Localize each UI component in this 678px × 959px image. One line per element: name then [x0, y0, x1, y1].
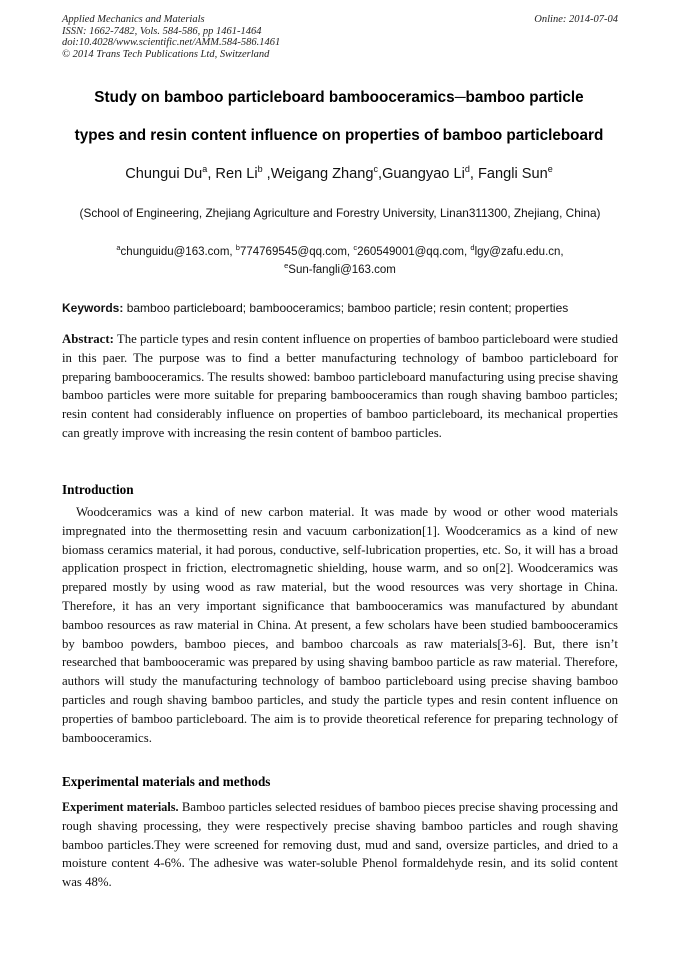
- journal-name: Applied Mechanics and Materials: [62, 14, 205, 25]
- author-name: Ren Li: [215, 166, 258, 182]
- introduction-heading: Introduction: [62, 482, 134, 497]
- email-separator: ,: [560, 246, 564, 258]
- email-separator: ,: [346, 246, 354, 258]
- author-name: Chungui Du: [125, 166, 203, 182]
- email-address: lgy@zafu.edu.cn: [474, 246, 561, 258]
- author-separator: ,: [262, 166, 271, 182]
- email-separator: ,: [229, 246, 236, 258]
- author-affiliation-mark: e: [547, 164, 553, 174]
- copyright-line: © 2014 Trans Tech Publications Ltd, Switzerland: [62, 48, 270, 60]
- paper-title-line-2: types and resin content influence on properties of bamboo particleboard: [74, 127, 604, 144]
- experiment-materials-label: Experiment materials.: [62, 800, 179, 814]
- author-affiliation-mark: a: [202, 164, 208, 174]
- keywords-text: bamboo particleboard; bambooceramics; bamboo particle; resin content; properties: [123, 301, 569, 315]
- author-name: Fangli Sun: [477, 166, 548, 182]
- abstract: [62, 330, 618, 443]
- abstract-label: Abstract:: [62, 332, 114, 346]
- experiment-materials: [62, 798, 618, 892]
- author-affiliation-mark: d: [464, 164, 470, 174]
- author-list: [40, 166, 638, 182]
- email-address: Sun-fangli@163.com: [288, 264, 396, 276]
- doi-line: doi:10.4028/www.scientific.net/AMM.584-586.1461: [62, 37, 281, 48]
- email-mark: c: [353, 243, 358, 252]
- author-separator: ,: [378, 166, 383, 182]
- author-separator: ,: [207, 166, 216, 182]
- keywords-label: Keywords:: [62, 301, 124, 315]
- email-address: 774769545@qq.com: [239, 246, 347, 258]
- methods-heading: Experimental materials and methods: [62, 774, 271, 789]
- paper-title-line-1: Study on bamboo particleboard bambooceramics─bamboo particle: [94, 89, 584, 106]
- author-affiliation-mark: b: [257, 164, 263, 174]
- email-separator: ,: [464, 246, 471, 258]
- abstract-text: The particle types and resin content influence on properties of bamboo particleboard were studied in this paer. The purpose was to find a better manufacturing technology of bamboo particleboard for preparing bambooceramics. The results showed: bamboo particleboard manufacturing using precise shaving bamboo particles were more suitable for preparing bambooceramics than rough shaving bamboo particles; resin content had considerably influence on properties of bamboo particleboard, its mechanical properties can greatly improve with increasing the resin content of bamboo particles.: [62, 332, 618, 440]
- email-mark: d: [470, 243, 475, 252]
- author-name: Guangyao Li: [382, 166, 465, 182]
- email-address: chunguidu@163.com: [120, 246, 230, 258]
- author-emails: [62, 243, 618, 279]
- keywords: [62, 301, 618, 315]
- email-mark: b: [235, 243, 240, 252]
- experiment-materials-text: Bamboo particles selected residues of bamboo pieces precise shaving processing and rough shaving processing, they were respectively precise shaving bamboo particles and rough shaving bamboo particles.They were screened for removing dust, mud and sand, oversize particles, and dried to a moisture content 4-6%. The adhesive was water-soluble Phenol formaldehyde resin, and its solid content was 48%.: [62, 800, 619, 890]
- email-mark: a: [116, 243, 121, 252]
- email-address: 260549001@qq.com: [357, 246, 465, 258]
- online-date: Online: 2014-07-04: [534, 14, 618, 25]
- journal-header: [62, 14, 618, 60]
- author-separator: ,: [469, 166, 478, 182]
- email-mark: e: [284, 261, 289, 270]
- author-affiliation-mark: c: [373, 164, 379, 174]
- author-name: Weigang Zhang: [270, 166, 374, 182]
- issn-line: ISSN: 1662-7482, Vols. 584-586, pp 1461-1464: [62, 25, 262, 37]
- introduction-text: Woodceramics was a kind of new carbon material. It was made by wood or other wood materials impregnated into the thermosetting resin and vacuum carbonization[1]. Woodceramics as a kind of new biomass ceramics material, it had porous, conductive, self-lubrication properties, etc. So, it will has a broad application prospect in friction, electromagnetic shielding, house warm, and so on[2]. Woodceramics was prepared mostly by using wood as raw material, but the wood resources was very shortage in China. Therefore, it has an very important significance that bambooceramics was manufactured by abundant bamboo resources as raw material in China. At present, a few scholars have been studied bambooceramics by bamboo powders, bamboo pieces, and bamboo charcoals as raw materials[3-6]. But, there isn’t researched that bambooceramic was prepared by using shaving bamboo particle as raw material. Therefore, authors will study the manufacturing technology of bamboo particleboard using precise shaving bamboo particles and rough shaving bamboo particles, and study the particle types and resin content influence on properties of bamboo particleboard. The aim is to provide theoretical reference for preparing technology of bambooceramics.: [62, 505, 618, 745]
- affiliation: (School of Engineering, Zhejiang Agriculture and Forestry University, Linan311300, Zhejiang, China): [79, 206, 601, 220]
